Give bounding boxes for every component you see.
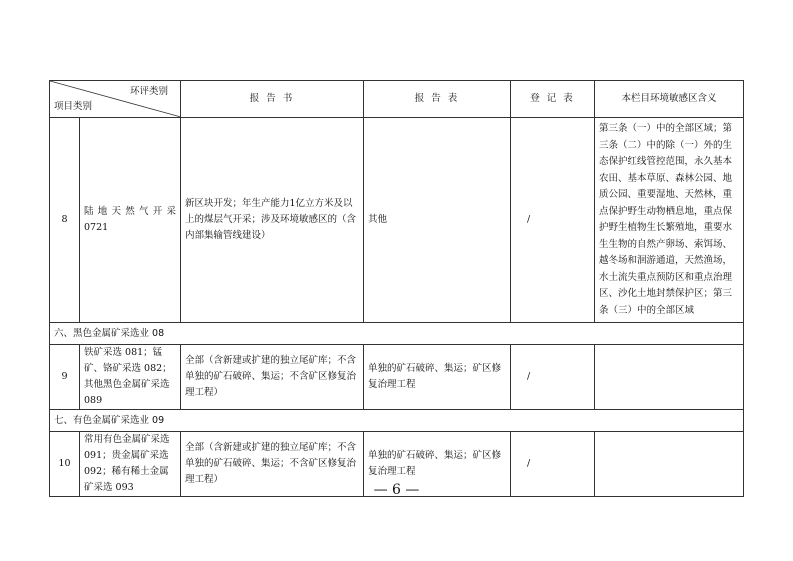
table-header-row bbox=[50, 81, 744, 118]
diagonal-header-cell bbox=[50, 81, 181, 118]
section-title: 六、黑色金属矿采选业 08 bbox=[50, 323, 744, 345]
project-name: 常用有色金属矿采选 091；贵金属矿采选 092；稀有稀土金属矿采选 093 bbox=[80, 432, 181, 497]
report-book-cell: 新区块开发；年生产能力1亿立方米及以上的煤层气开采；涉及环境敏感区的（含内部集输管线建设） bbox=[181, 118, 364, 323]
project-category-label: 项目类别 bbox=[54, 101, 93, 112]
env-category-label: 环评类别 bbox=[129, 86, 168, 97]
sensitive-area-cell: 第三条（一）中的全部区域；第三条（二）中的除（一）外的生态保护红线管控范围，永久基本农田、基本草原、森林公园、地质公园、重要湿地、天然林，重点保护野生动物栖息地，重点保护野生植物生长繁殖地，重要水生生物的自然产卵场、索饵场、越冬场和洄游通道，天然渔场，水土流失重点预防区和重点治理区、沙化土地封禁保护区；第三条（三）中的全部区域 bbox=[595, 118, 744, 323]
report-book-cell: 全部（含新建或扩建的独立尾矿库；不含单独的矿石破碎、集运；不含矿区修复治理工程） bbox=[181, 345, 364, 410]
report-form-cell: 单独的矿石破碎、集运；矿区修复治理工程 bbox=[364, 432, 511, 497]
table-row bbox=[50, 345, 744, 410]
env-assessment-table bbox=[49, 80, 744, 497]
project-name: 陆地天然气开采 0721 bbox=[80, 118, 181, 323]
section-row bbox=[50, 410, 744, 432]
col-registration-form: 登 记 表 bbox=[511, 81, 595, 118]
registration-cell: / bbox=[511, 118, 595, 323]
page-number: — 6 — bbox=[373, 482, 420, 498]
registration-cell: / bbox=[511, 345, 595, 410]
col-sensitive-area: 本栏目环境敏感区含义 bbox=[595, 81, 744, 118]
section-title: 七、有色金属矿采选业 09 bbox=[50, 410, 744, 432]
row-number: 9 bbox=[50, 345, 80, 410]
registration-cell: / bbox=[511, 432, 595, 497]
row-number: 8 bbox=[50, 118, 80, 323]
sensitive-area-cell bbox=[595, 345, 744, 410]
col-report-form: 报 告 表 bbox=[364, 81, 511, 118]
col-report-book: 报 告 书 bbox=[181, 81, 364, 118]
project-name: 铁矿采选 081；锰矿、铬矿采选 082；其他黑色金属矿采选 089 bbox=[80, 345, 181, 410]
report-form-cell: 其他 bbox=[364, 118, 511, 323]
report-form-cell: 单独的矿石破碎、集运；矿区修复治理工程 bbox=[364, 345, 511, 410]
row-number: 10 bbox=[50, 432, 80, 497]
section-row bbox=[50, 323, 744, 345]
report-book-cell: 全部（含新建或扩建的独立尾矿库；不含单独的矿石破碎、集运；不含矿区修复治理工程） bbox=[181, 432, 364, 497]
table-row bbox=[50, 118, 744, 323]
